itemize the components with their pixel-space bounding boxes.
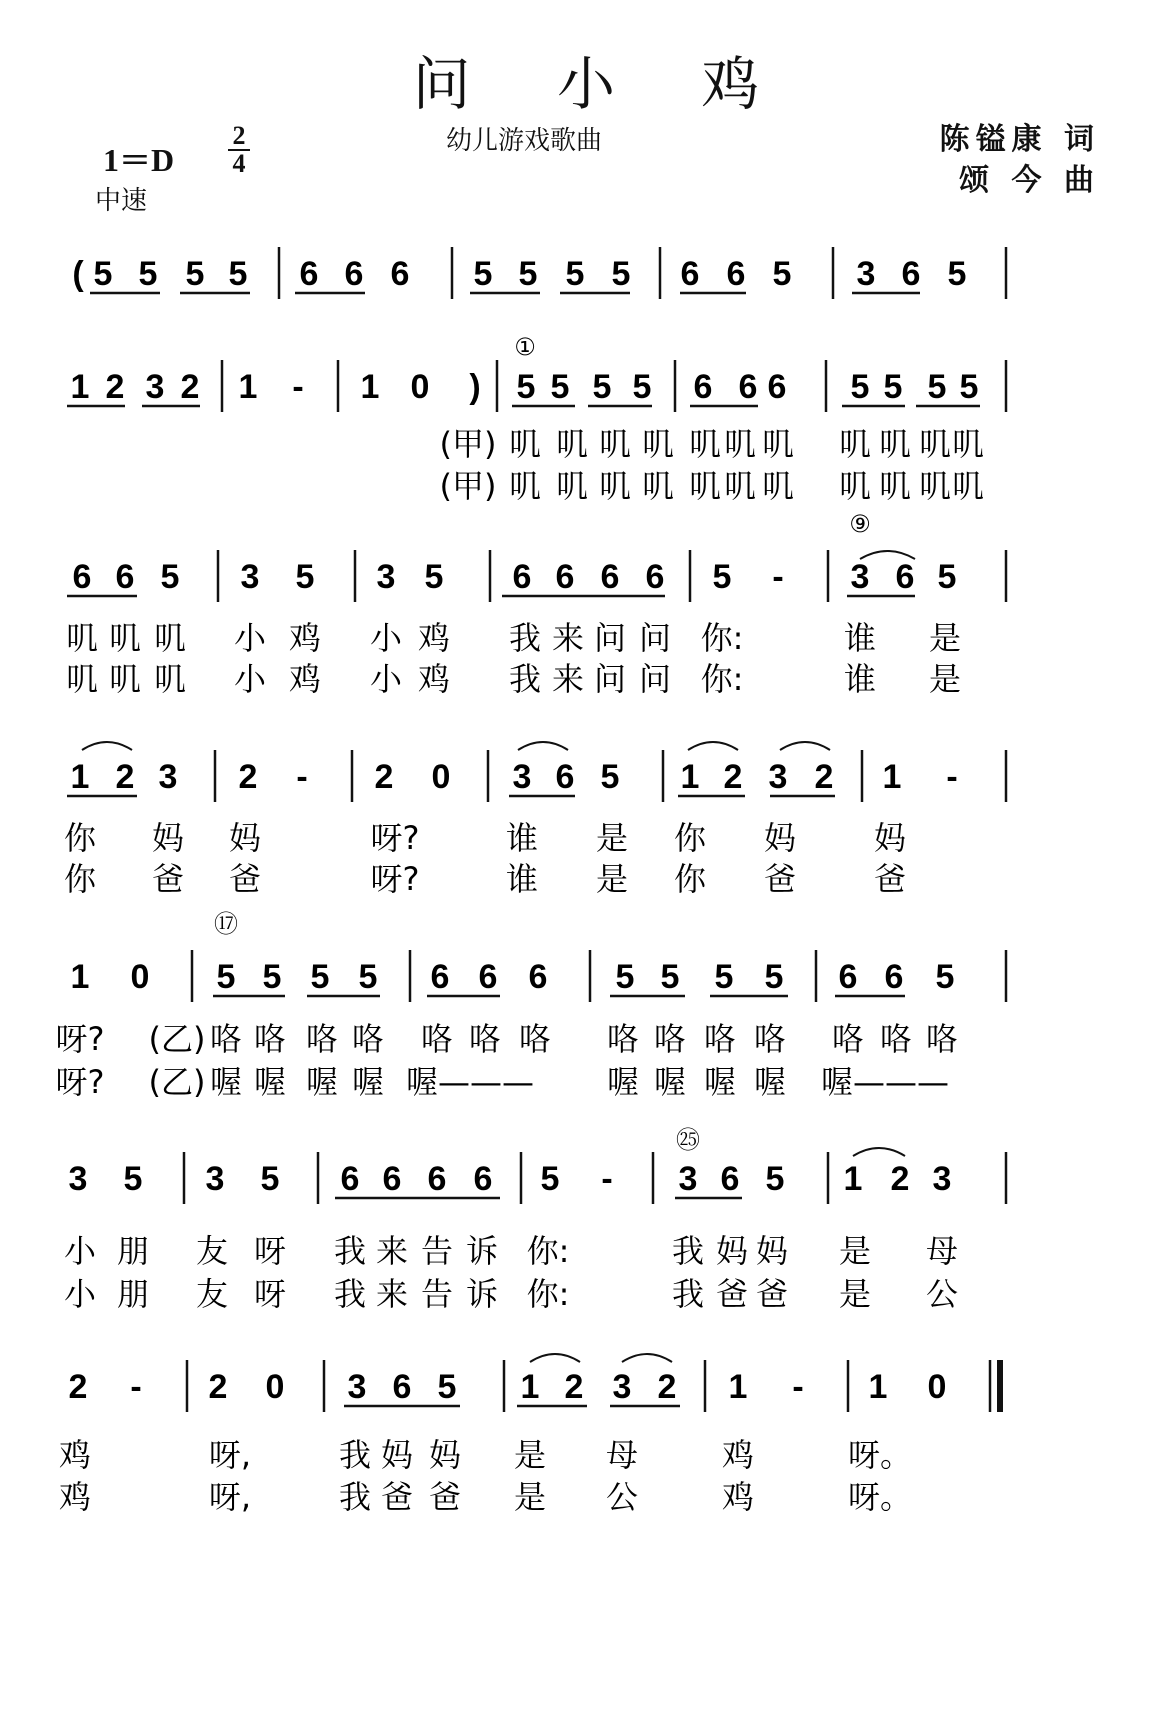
lyric-verse-2: 你: bbox=[526, 1275, 570, 1313]
note: 3 bbox=[68, 1160, 88, 1198]
lyric-verse-1: 小 bbox=[63, 1232, 97, 1270]
note: 6 bbox=[901, 255, 921, 293]
lyric-verse-2: 喔 bbox=[305, 1063, 339, 1101]
note: 3 bbox=[240, 558, 260, 596]
lyric-verse-2: 小 bbox=[63, 1275, 97, 1313]
lyric-verse-1: 你 bbox=[63, 819, 97, 857]
lyric-verse-2: 公 bbox=[605, 1478, 639, 1516]
note: 2 bbox=[115, 758, 135, 796]
lyric-verse-2: 呀? bbox=[370, 860, 420, 898]
note: 5 bbox=[160, 558, 180, 596]
tempo-marking: 中速 bbox=[95, 186, 148, 216]
lyric-verse-2: 叽 bbox=[153, 660, 187, 698]
lyric-verse-2: 鸡 bbox=[58, 1478, 92, 1516]
note: 5 bbox=[93, 255, 113, 293]
note: 0 bbox=[410, 368, 430, 406]
note: 3 bbox=[376, 558, 396, 596]
note: 1 bbox=[70, 368, 90, 406]
note: - bbox=[130, 1368, 142, 1406]
note: 0 bbox=[265, 1368, 285, 1406]
lyric-verse-2: 叽 bbox=[508, 467, 542, 505]
note: 5 bbox=[540, 1160, 560, 1198]
note: 2 bbox=[105, 368, 125, 406]
lyric-verse-1: 我 bbox=[508, 619, 542, 657]
note: 6 bbox=[693, 368, 713, 406]
lyric-verse-1: 鸡 bbox=[58, 1436, 92, 1474]
note: 1 bbox=[843, 1160, 863, 1198]
lyric-verse-1: 咯 bbox=[305, 1020, 339, 1058]
lyric-verse-1: 鸡 bbox=[288, 619, 322, 657]
lyric-verse-1: 是 bbox=[595, 819, 629, 857]
lyric-verse-2: 爸 bbox=[755, 1275, 789, 1313]
note: 2 bbox=[814, 758, 834, 796]
note: 6 bbox=[473, 1160, 493, 1198]
lyric-verse-2: 喔 bbox=[606, 1063, 640, 1101]
lyric-verse-2: 喔 bbox=[209, 1063, 243, 1101]
lyric-verse-1: 我 bbox=[671, 1232, 705, 1270]
time-signature-bottom: 4 bbox=[232, 149, 246, 178]
lyric-verse-1: 我 bbox=[338, 1436, 372, 1474]
note: 5 bbox=[310, 958, 330, 996]
lyric-verse-2: 叽 bbox=[951, 467, 985, 505]
lyric-verse-2: 叽 bbox=[723, 467, 757, 505]
lyric-verse-1: 问 bbox=[593, 619, 627, 657]
note: 5 bbox=[437, 1368, 457, 1406]
lyric-verse-1: 呀 bbox=[253, 1232, 287, 1270]
lyric-verse-1: 叽 bbox=[508, 425, 542, 463]
note: 6 bbox=[884, 958, 904, 996]
lyric-verse-1: 叽 bbox=[153, 619, 187, 657]
lyric-verse-1: 告 bbox=[420, 1232, 454, 1270]
note: 5 bbox=[883, 368, 903, 406]
lyric-verse-1: 叽 bbox=[761, 425, 795, 463]
lyric-verse-2: 我 bbox=[671, 1275, 705, 1313]
lyric-verse-2: 爸 bbox=[380, 1478, 414, 1516]
lyric-verse-1: 妈 bbox=[428, 1436, 462, 1474]
lyric-verse-2: 我 bbox=[508, 660, 542, 698]
lyric-verse-1: 诉 bbox=[465, 1232, 499, 1270]
lyric-verse-2: 是 bbox=[595, 860, 629, 898]
lyric-verse-2: 公 bbox=[925, 1275, 959, 1313]
lyric-verse-1: 叽 bbox=[878, 425, 912, 463]
note: 2 bbox=[564, 1368, 584, 1406]
lyric-verse-1: 叽 bbox=[838, 425, 872, 463]
lyric-verse-2: 你: bbox=[700, 660, 744, 698]
lyric-verse-1: 叽 bbox=[65, 619, 99, 657]
note: 5 bbox=[764, 958, 784, 996]
lyric-verse-1: 妈 bbox=[715, 1232, 749, 1270]
lyric-verse-2: 叽 bbox=[761, 467, 795, 505]
lyric-verse-1: 是 bbox=[928, 619, 962, 657]
note: 5 bbox=[424, 558, 444, 596]
measure-number-marker: ㉕ bbox=[676, 1126, 700, 1154]
note: 5 bbox=[935, 958, 955, 996]
note: 1 bbox=[868, 1368, 888, 1406]
lyric-verse-1: 是 bbox=[838, 1232, 872, 1270]
lyric-verse-2: 鸡 bbox=[417, 660, 451, 698]
note: 2 bbox=[68, 1368, 88, 1406]
note: 6 bbox=[720, 1160, 740, 1198]
lyric-verse-1: 妈 bbox=[763, 819, 797, 857]
note: 5 bbox=[765, 1160, 785, 1198]
lyric-verse-1: 咯 bbox=[468, 1020, 502, 1058]
note: 1 bbox=[360, 368, 380, 406]
lyric-verse-2: 我 bbox=[333, 1275, 367, 1313]
note: - bbox=[946, 758, 958, 796]
note: - bbox=[292, 368, 304, 406]
lyric-verse-2: 叽 bbox=[878, 467, 912, 505]
lyric-verse-2: 是 bbox=[838, 1275, 872, 1313]
note: 5 bbox=[712, 558, 732, 596]
note: 5 bbox=[632, 368, 652, 406]
lyric-verse-1: 是 bbox=[513, 1436, 547, 1474]
note: 6 bbox=[838, 958, 858, 996]
note: 2 bbox=[374, 758, 394, 796]
note: 6 bbox=[528, 958, 548, 996]
slur bbox=[530, 1354, 580, 1362]
lyric-verse-2: 谁 bbox=[505, 860, 539, 898]
composer-credit: 颂 今 曲 bbox=[959, 163, 1100, 198]
slur bbox=[780, 742, 830, 750]
lyric-verse-2: (甲) bbox=[439, 467, 497, 505]
lyric-verse-2: 朋 bbox=[116, 1275, 150, 1313]
lyric-verse-1: 妈 bbox=[380, 1436, 414, 1474]
note: 6 bbox=[895, 558, 915, 596]
note: 5 bbox=[228, 255, 248, 293]
lyric-verse-2: 友 bbox=[195, 1275, 229, 1313]
lyric-verse-1: 咯 bbox=[606, 1020, 640, 1058]
lyric-verse-2: (乙) bbox=[148, 1063, 206, 1101]
lyric-verse-1: 母 bbox=[925, 1232, 959, 1270]
lyric-verse-1: 来 bbox=[551, 619, 585, 657]
note: - bbox=[792, 1368, 804, 1406]
lyric-verse-1: 友 bbox=[195, 1232, 229, 1270]
note: 2 bbox=[208, 1368, 228, 1406]
note: 5 bbox=[615, 958, 635, 996]
note: 5 bbox=[550, 368, 570, 406]
lyric-verse-2: 小 bbox=[369, 660, 403, 698]
lyric-verse-1: 鸡 bbox=[721, 1436, 755, 1474]
slur bbox=[518, 742, 568, 750]
lyric-verse-1: 妈 bbox=[228, 819, 262, 857]
lyric-verse-1: 呀, bbox=[208, 1436, 252, 1474]
slur bbox=[622, 1354, 672, 1362]
note: 5 bbox=[358, 958, 378, 996]
note: 5 bbox=[772, 255, 792, 293]
note: 5 bbox=[600, 758, 620, 796]
note: 6 bbox=[726, 255, 746, 293]
lyric-verse-1: 问 bbox=[638, 619, 672, 657]
note: 2 bbox=[723, 758, 743, 796]
lyric-verse-1: 叽 bbox=[723, 425, 757, 463]
song-title: 问 小 鸡 bbox=[412, 50, 794, 118]
lyric-verse-2: 爸 bbox=[873, 860, 907, 898]
lyric-verse-1: 妈 bbox=[755, 1232, 789, 1270]
note: 5 bbox=[123, 1160, 143, 1198]
lyric-verse-2: 你 bbox=[63, 860, 97, 898]
note: 3 bbox=[932, 1160, 952, 1198]
measure-number-marker: ① bbox=[514, 333, 536, 361]
note: 3 bbox=[768, 758, 788, 796]
note: 6 bbox=[555, 558, 575, 596]
lyric-verse-1: 呀。 bbox=[847, 1436, 913, 1474]
measure-number-marker: ⑨ bbox=[849, 510, 871, 538]
note: 1 bbox=[238, 368, 258, 406]
note: 6 bbox=[680, 255, 700, 293]
note: 6 bbox=[767, 368, 787, 406]
lyric-verse-2: 问 bbox=[593, 660, 627, 698]
lyric-verse-1: 妈 bbox=[873, 819, 907, 857]
lyric-verse-2: 来 bbox=[551, 660, 585, 698]
note: 6 bbox=[115, 558, 135, 596]
note: - bbox=[772, 558, 784, 596]
lyric-verse-2: 你 bbox=[673, 860, 707, 898]
note: 2 bbox=[180, 368, 200, 406]
lyric-verse-1: 小 bbox=[369, 619, 403, 657]
lyric-verse-2: 呀? bbox=[55, 1063, 105, 1101]
lyric-verse-1: 你 bbox=[673, 819, 707, 857]
lyric-verse-2: 叽 bbox=[598, 467, 632, 505]
lyric-verse-2: 喔 bbox=[703, 1063, 737, 1101]
note: 5 bbox=[959, 368, 979, 406]
lyric-verse-1: 咯 bbox=[925, 1020, 959, 1058]
lyric-verse-1: 呀? bbox=[370, 819, 420, 857]
note: 6 bbox=[600, 558, 620, 596]
note: 5 bbox=[295, 558, 315, 596]
lyric-verse-1: 叽 bbox=[598, 425, 632, 463]
lyric-verse-2: 鸡 bbox=[721, 1478, 755, 1516]
note: 3 bbox=[145, 368, 165, 406]
lyric-verse-2: 叽 bbox=[555, 467, 589, 505]
note: 1 bbox=[70, 958, 90, 996]
lyric-verse-1: 朋 bbox=[116, 1232, 150, 1270]
lyric-verse-2: 喔 bbox=[653, 1063, 687, 1101]
note: 1 bbox=[520, 1368, 540, 1406]
lyric-verse-2: 爸 bbox=[763, 860, 797, 898]
note: ( bbox=[72, 255, 84, 293]
slur bbox=[853, 1148, 905, 1156]
note: 6 bbox=[392, 1368, 412, 1406]
note: 5 bbox=[260, 1160, 280, 1198]
lyric-verse-2: 叽 bbox=[65, 660, 99, 698]
lyric-verse-1: 谁 bbox=[843, 619, 877, 657]
note: - bbox=[601, 1160, 613, 1198]
lyric-verse-2: 我 bbox=[338, 1478, 372, 1516]
note: 3 bbox=[205, 1160, 225, 1198]
lyric-verse-2: 告 bbox=[420, 1275, 454, 1313]
lyric-verse-1: 妈 bbox=[151, 819, 185, 857]
lyric-verse-2: 来 bbox=[375, 1275, 409, 1313]
lyric-verse-1: 叽 bbox=[108, 619, 142, 657]
note: 3 bbox=[158, 758, 178, 796]
note: 1 bbox=[680, 758, 700, 796]
note: 6 bbox=[344, 255, 364, 293]
lyric-verse-1: 小 bbox=[233, 619, 267, 657]
note: 6 bbox=[645, 558, 665, 596]
note: 3 bbox=[612, 1368, 632, 1406]
note: 6 bbox=[738, 368, 758, 406]
note: 1 bbox=[70, 758, 90, 796]
note: 5 bbox=[611, 255, 631, 293]
lyric-verse-1: 咯 bbox=[879, 1020, 913, 1058]
note: 5 bbox=[850, 368, 870, 406]
lyric-verse-2: 诉 bbox=[465, 1275, 499, 1313]
lyric-verse-2: 呀 bbox=[253, 1275, 287, 1313]
lyric-verse-1: 来 bbox=[375, 1232, 409, 1270]
lyric-verse-2: 叽 bbox=[108, 660, 142, 698]
note: 2 bbox=[657, 1368, 677, 1406]
note: 5 bbox=[185, 255, 205, 293]
note: 2 bbox=[890, 1160, 910, 1198]
note: ) bbox=[469, 368, 481, 406]
time-signature-top: 2 bbox=[232, 121, 246, 150]
lyric-verse-1: 母 bbox=[605, 1436, 639, 1474]
lyric-verse-2: 呀, bbox=[208, 1478, 252, 1516]
lyric-verse-2: 是 bbox=[513, 1478, 547, 1516]
note: 5 bbox=[660, 958, 680, 996]
note: 6 bbox=[72, 558, 92, 596]
lyric-verse-2: 喔 bbox=[351, 1063, 385, 1101]
lyric-verse-1: 谁 bbox=[505, 819, 539, 857]
note: 3 bbox=[347, 1368, 367, 1406]
lyric-verse-2: 小 bbox=[233, 660, 267, 698]
note: 5 bbox=[216, 958, 236, 996]
note: 6 bbox=[382, 1160, 402, 1198]
lyric-verse-2: 呀。 bbox=[847, 1478, 913, 1516]
lyric-verse-1: 叽 bbox=[555, 425, 589, 463]
note: 5 bbox=[518, 255, 538, 293]
lyric-verse-1: 我 bbox=[333, 1232, 367, 1270]
note: 1 bbox=[728, 1368, 748, 1406]
note: 5 bbox=[592, 368, 612, 406]
lyric-verse-1: 咯 bbox=[420, 1020, 454, 1058]
slur bbox=[688, 742, 738, 750]
lyric-verse-1: 咯 bbox=[753, 1020, 787, 1058]
measure-number-marker: ⑰ bbox=[214, 910, 238, 938]
note: 5 bbox=[714, 958, 734, 996]
lyric-verse-1: (甲) bbox=[439, 425, 497, 463]
lyric-verse-1: 叽 bbox=[918, 425, 952, 463]
note: 5 bbox=[947, 255, 967, 293]
key-signature: 1＝D bbox=[103, 142, 175, 178]
note: 3 bbox=[850, 558, 870, 596]
lyric-verse-2: 叽 bbox=[641, 467, 675, 505]
note: 6 bbox=[430, 958, 450, 996]
lyric-verse-1: 咯 bbox=[351, 1020, 385, 1058]
note: 6 bbox=[555, 758, 575, 796]
note: 6 bbox=[512, 558, 532, 596]
lyric-verse-2: 叽 bbox=[838, 467, 872, 505]
lyric-verse-2: 爸 bbox=[228, 860, 262, 898]
note: - bbox=[296, 758, 308, 796]
lyric-verse-1: 咯 bbox=[253, 1020, 287, 1058]
lyric-verse-2: 喔——— bbox=[405, 1063, 535, 1101]
lyric-verse-1: 叽 bbox=[951, 425, 985, 463]
note: 3 bbox=[856, 255, 876, 293]
note: 6 bbox=[299, 255, 319, 293]
note: 5 bbox=[138, 255, 158, 293]
note: 6 bbox=[478, 958, 498, 996]
lyric-verse-1: 叽 bbox=[641, 425, 675, 463]
lyric-verse-2: 喔 bbox=[253, 1063, 287, 1101]
slur bbox=[82, 742, 132, 750]
lyric-verse-2: 是 bbox=[928, 660, 962, 698]
lyric-verse-2: 叽 bbox=[918, 467, 952, 505]
note: 5 bbox=[473, 255, 493, 293]
note: 5 bbox=[937, 558, 957, 596]
lyric-verse-2: 爸 bbox=[715, 1275, 749, 1313]
lyric-verse-2: 叽 bbox=[688, 467, 722, 505]
lyric-verse-1: 鸡 bbox=[417, 619, 451, 657]
lyricist-credit: 陈镒康 词 bbox=[939, 122, 1100, 157]
note: 6 bbox=[340, 1160, 360, 1198]
note: 5 bbox=[516, 368, 536, 406]
lyric-verse-1: 你: bbox=[700, 619, 744, 657]
lyric-verse-2: 问 bbox=[638, 660, 672, 698]
lyric-verse-1: 咯 bbox=[209, 1020, 243, 1058]
note: 6 bbox=[390, 255, 410, 293]
song-subtitle: 幼儿游戏歌曲 bbox=[446, 126, 603, 156]
lyric-verse-2: 爸 bbox=[428, 1478, 462, 1516]
note: 0 bbox=[130, 958, 150, 996]
lyric-verse-1: 咯 bbox=[518, 1020, 552, 1058]
lyric-verse-1: 咯 bbox=[653, 1020, 687, 1058]
note: 0 bbox=[431, 758, 451, 796]
note: 3 bbox=[512, 758, 532, 796]
note: 5 bbox=[565, 255, 585, 293]
lyric-verse-1: 你: bbox=[526, 1232, 570, 1270]
note: 2 bbox=[238, 758, 258, 796]
note: 5 bbox=[262, 958, 282, 996]
lyric-verse-1: (乙) bbox=[148, 1020, 206, 1058]
lyric-verse-2: 喔 bbox=[753, 1063, 787, 1101]
note: 3 bbox=[678, 1160, 698, 1198]
note: 1 bbox=[882, 758, 902, 796]
note: 0 bbox=[927, 1368, 947, 1406]
lyric-verse-1: 咯 bbox=[703, 1020, 737, 1058]
note: 6 bbox=[427, 1160, 447, 1198]
lyric-verse-1: 叽 bbox=[688, 425, 722, 463]
lyric-verse-1: 咯 bbox=[831, 1020, 865, 1058]
lyric-verse-2: 鸡 bbox=[288, 660, 322, 698]
lyric-verse-1: 呀? bbox=[55, 1020, 105, 1058]
lyric-verse-2: 喔——— bbox=[820, 1063, 950, 1101]
note: 5 bbox=[927, 368, 947, 406]
lyric-verse-2: 谁 bbox=[843, 660, 877, 698]
lyric-verse-2: 爸 bbox=[151, 860, 185, 898]
